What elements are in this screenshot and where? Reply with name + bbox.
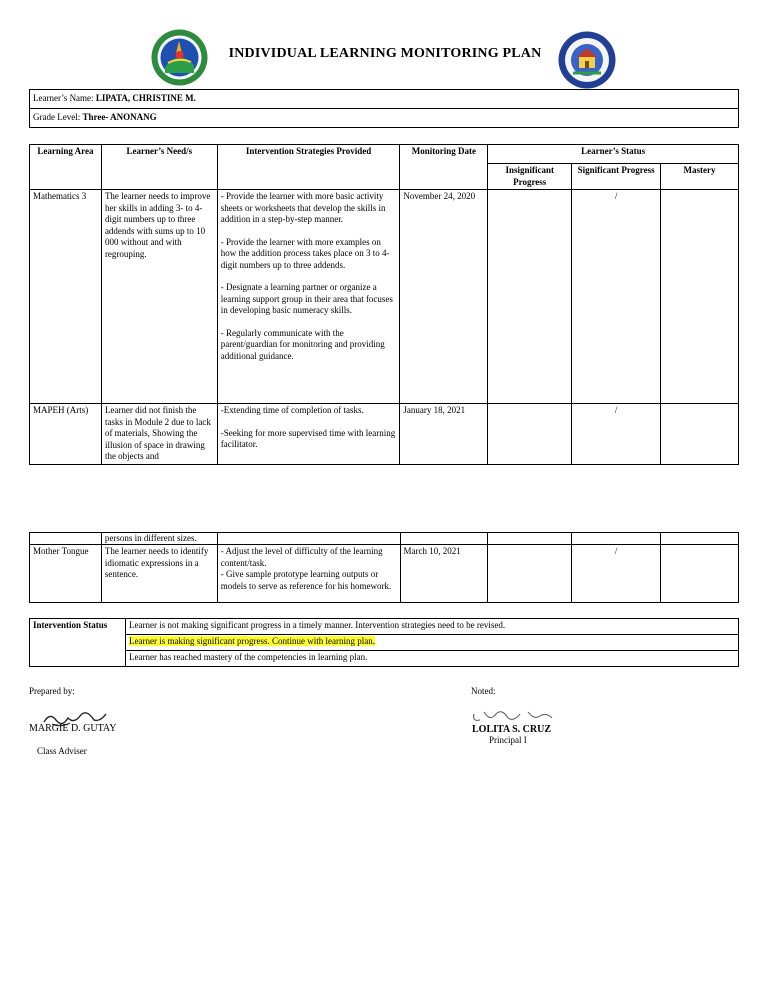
row-math-date: November 24, 2020 xyxy=(400,190,488,404)
header-strategies: Intervention Strategies Provided xyxy=(217,145,400,190)
status-option-continue xyxy=(126,635,739,651)
grade-level-label: Grade Level: xyxy=(33,112,81,123)
status-option-continue-text: Learner is making significant progress. Continue with learning plan. xyxy=(129,636,375,646)
row-mt-strategies xyxy=(217,545,400,603)
document-title: INDIVIDUAL LEARNING MONITORING PLAN xyxy=(228,46,542,61)
cont-insig-cell xyxy=(488,533,572,545)
strategy-text: - Designate a learning partner or organize a learning support group in their area that focuses in developing basic numeracy skills. xyxy=(220,282,393,315)
learner-info-table xyxy=(29,89,739,128)
principal-title: Principal I xyxy=(489,735,527,745)
strategy-text: -Seeking for more supervised time with learning facilitator. xyxy=(220,427,396,449)
row-mapeh-area: MAPEH (Arts) xyxy=(30,404,102,465)
table-row xyxy=(30,190,739,404)
row-mapeh-significant: / xyxy=(572,404,661,465)
row-math-significant: / xyxy=(572,190,661,404)
learner-name-cell xyxy=(30,90,739,109)
prepared-by-label: Prepared by: xyxy=(29,686,75,696)
monitoring-table-continued xyxy=(29,532,739,603)
adviser-name: MARGIE D. GUTAY xyxy=(29,723,117,734)
header-significant: Significant Progress xyxy=(572,164,661,190)
monitoring-table xyxy=(29,144,739,465)
principal-name: LOLITA S. CRUZ xyxy=(472,724,552,735)
table-row xyxy=(30,545,739,603)
strategy-text: - Regularly communicate with the parent/guardian for monitoring and providing additional guidance. xyxy=(220,327,385,361)
row-mapeh-date: January 18, 2021 xyxy=(400,404,488,465)
row-mapeh-mastery xyxy=(661,404,739,465)
strategy-text: - Provide the learner with more examples on how the addition process takes place on 3 to 4-digit numbers up to three addends. xyxy=(220,236,390,270)
grade-level-cell xyxy=(30,109,739,128)
row-mapeh-strategies xyxy=(217,404,400,465)
cont-strategy-cell xyxy=(217,533,400,545)
header-needs: Learner’s Need/s xyxy=(101,145,217,190)
table-row xyxy=(30,533,739,545)
row-mt-area: Mother Tongue xyxy=(30,545,102,603)
learner-name-label: Learner’s Name: xyxy=(33,93,94,104)
row-mt-date: March 10, 2021 xyxy=(400,545,488,603)
cont-mastery-cell xyxy=(661,533,739,545)
adviser-title: Class Adviser xyxy=(37,746,87,756)
learner-name: LIPATA, CHRISTINE M. xyxy=(95,93,196,104)
header-mastery: Mastery xyxy=(661,164,739,190)
row-math-area: Mathematics 3 xyxy=(30,190,102,404)
strategy-text: -Extending time of completion of tasks. xyxy=(220,405,364,415)
row-mt-insignificant xyxy=(488,545,572,603)
row-math-strategies xyxy=(217,190,400,404)
status-option-revise: Learner is not making significant progress in a timely manner. Intervention strategies need to be revised. xyxy=(126,619,739,635)
strategy-text: - Provide the learner with more basic activity sheets or worksheets that develop the skills in addition in a step-by-step manner. xyxy=(220,191,386,224)
header-monitoring-date: Monitoring Date xyxy=(400,145,488,190)
cont-date-cell xyxy=(400,533,488,545)
row-mt-needs: The learner needs to identify idiomatic expressions in a sentence. xyxy=(101,545,217,603)
cont-needs: persons in different sizes. xyxy=(101,533,217,545)
strategy-text: - Adjust the level of difficulty of the learning content/task. xyxy=(220,546,383,568)
cont-sig-cell xyxy=(572,533,661,545)
row-mapeh-insignificant xyxy=(488,404,572,465)
cont-area-cell xyxy=(30,533,102,545)
row-math-needs: The learner needs to improve her skills in adding 3- to 4-digit numbers up to three addends with sums up to 10 000 without and with regrouping. xyxy=(101,190,217,404)
row-math-insignificant xyxy=(488,190,572,404)
grade-level: Three- ANONANG xyxy=(82,112,157,123)
table-row xyxy=(30,404,739,465)
row-mt-significant: / xyxy=(572,545,661,603)
header-insignificant: Insignificant Progress xyxy=(488,164,572,190)
row-mapeh-needs: Learner did not finish the tasks in Module 2 due to lack of materials, Showing the illusion of space in drawing the objects and xyxy=(101,404,217,465)
header-learner-status: Learner’s Status xyxy=(488,145,739,164)
row-mt-mastery xyxy=(661,545,739,603)
header-learning-area: Learning Area xyxy=(30,145,102,190)
row-math-mastery xyxy=(661,190,739,404)
intervention-status-table xyxy=(29,618,739,667)
intervention-status-label: Intervention Status xyxy=(30,619,126,667)
noted-label: Noted: xyxy=(471,686,496,696)
strategy-text: - Give sample prototype learning outputs or models to serve as reference for his homework. xyxy=(220,569,392,591)
status-option-mastery: Learner has reached mastery of the competencies in learning plan. xyxy=(126,651,739,667)
